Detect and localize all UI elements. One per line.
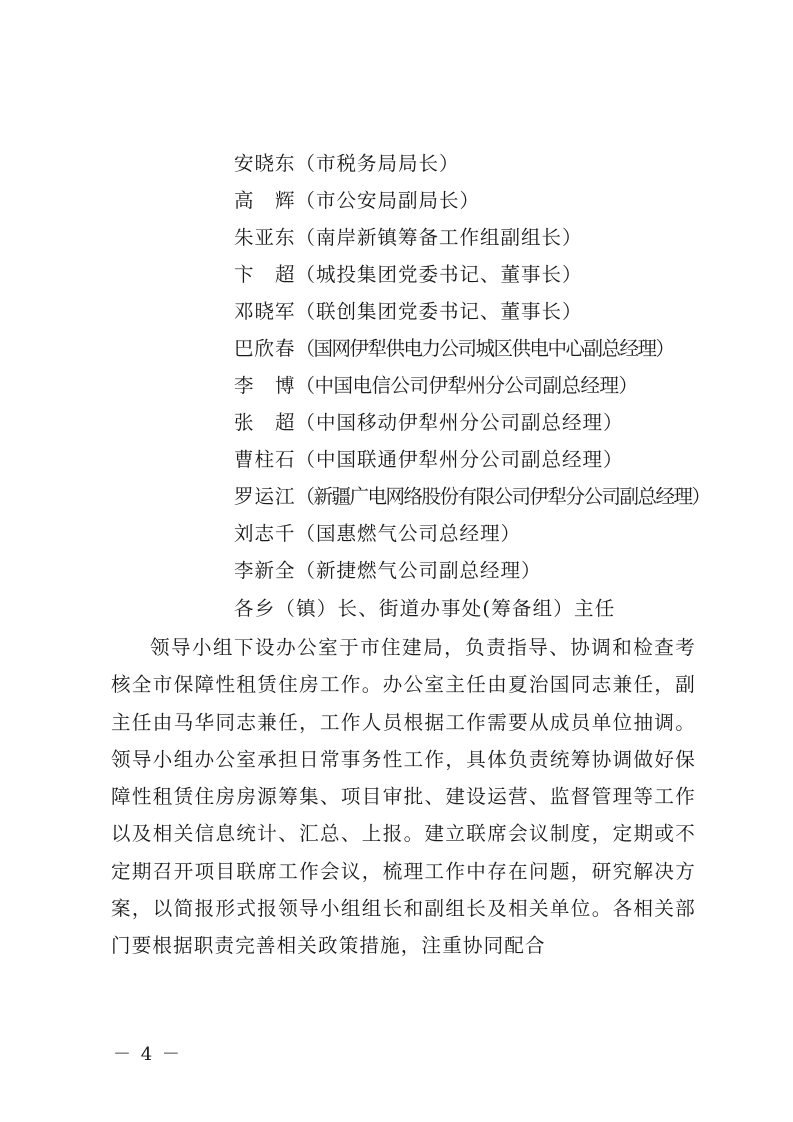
- member-name: 罗运江: [234, 485, 296, 508]
- member-entry: [234, 404, 734, 441]
- member-name: 高 辉: [234, 189, 296, 212]
- township-heads-line: 各乡（镇）长、街道办事处(筹备组）主任: [234, 597, 616, 620]
- member-name: 李 博: [234, 374, 296, 397]
- member-entry: [234, 330, 734, 367]
- member-role: （城投集团党委书记、董事长）: [295, 263, 583, 286]
- member-entry: [234, 219, 734, 256]
- office-description-paragraph: 领导小组下设办公室于市住建局，负责指导、协调和检查考核全市保障性租赁住房工作。办公室主任由夏治国同志兼任，副主任由马华同志兼任，工作人员根据工作需要从成员单位抽调。领导小组办公室承担日常事务性工作，具体负责统筹协调做好保障性租赁住房房源筹集、项目审批、建设运营、监督管理等工作以及相关信息统计、汇总、上报。建立联席会议制度，定期或不定期召开项目联席工作会议，梳理工作中存在问题，研究解决方案，以简报形式报领导小组组长和副组长及相关单位。各相关部门要根据职责完善相关政策措施，注重协同配合: [111, 636, 696, 958]
- member-role: （国网伊犁供电力公司城区供电中心副总经理）: [295, 337, 674, 360]
- member-entry: [234, 441, 734, 478]
- member-role: （国惠燃气公司总经理）: [295, 522, 522, 545]
- member-role: （市公安局副局长）: [295, 189, 481, 212]
- member-entry: [234, 552, 734, 589]
- member-name: 张 超: [234, 411, 296, 434]
- member-entry: [234, 367, 734, 404]
- member-list: [234, 145, 734, 589]
- member-role: （市税务局局长）: [295, 152, 460, 175]
- member-role: （中国移动伊犁州分公司副总经理）: [295, 411, 624, 434]
- member-name: 卞 超: [234, 263, 296, 286]
- member-role: （中国电信公司伊犁州分公司副总经理）: [295, 374, 638, 397]
- member-name: 曹柱石: [234, 448, 296, 471]
- member-role: （新疆广电网络股份有限公司伊犁分公司副总经理）: [295, 485, 710, 508]
- member-entry: [234, 182, 734, 219]
- member-role: （南岸新镇筹备工作组副组长）: [295, 226, 583, 249]
- member-name: 巴欣春: [234, 337, 296, 360]
- member-name: 朱亚东: [234, 226, 296, 249]
- member-entry: [234, 145, 734, 182]
- page-number: － 4 －: [113, 1044, 182, 1065]
- member-role: （新捷燃气公司副总经理）: [295, 559, 542, 582]
- member-name: 刘志千: [234, 522, 296, 545]
- member-name: 李新全: [234, 559, 296, 582]
- member-role: （中国联通伊犁州分公司副总经理）: [295, 448, 624, 471]
- member-name: 安晓东: [234, 152, 296, 175]
- member-name: 邓晓军: [234, 300, 296, 323]
- member-entry: [234, 256, 734, 293]
- member-entry: [234, 515, 734, 552]
- member-entry: [234, 293, 734, 330]
- member-entry: [234, 478, 734, 515]
- member-role: （联创集团党委书记、董事长）: [295, 300, 583, 323]
